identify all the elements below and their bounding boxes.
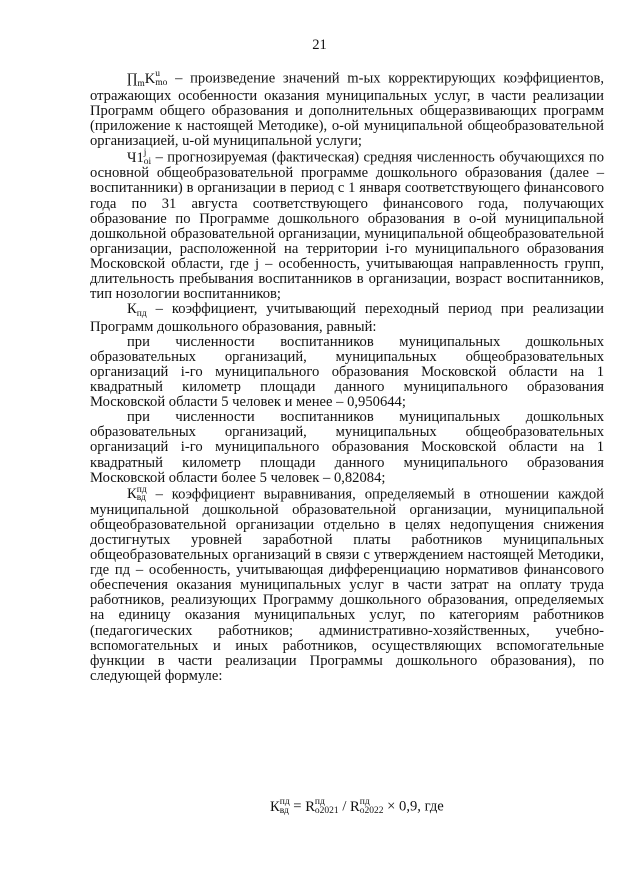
- paragraph-transition-coefficient: [90, 302, 604, 335]
- transition-coefficient-symbol: $К_{пд}$: [127, 301, 147, 320]
- paragraph-text: – прогнозируемая (фактическая) средняя численность обучающихся по основной общеобразовательной программе дошкольного образования (далее – воспитанники) в организации в период с 1 января соответствующего финансового года по 31 августа соответствующего финансового года, получающих образование по Программе дошкольного образования в o-ой муниципальной дошкольной образовательной организации, муниципальной общеобразовательной организации, расположенной на территории i-го муниципального образования Московской области, где j – особенность, учитывающая направленность групп, длительность пребывания воспитанников в организации, возраст воспитанников, тип нозологии воспитанников;: [90, 149, 604, 303]
- paragraph-density-high: при численности воспитанников муниципальных дошкольных образовательных организаций, муниципальных общеобразовательных организаций i-го муниципального образования Московской области на 1 квадратный километр площади данного муниципального образования Московской области более 5 человек – 0,82084;: [90, 409, 604, 486]
- paragraph-student-count: [90, 149, 604, 302]
- paragraph-product-coefficients: [90, 70, 604, 149]
- page-number: 21: [312, 37, 327, 53]
- alignment-coefficient-symbol: К пд вд: [127, 484, 147, 504]
- document-body: [90, 70, 604, 684]
- alignment-formula: К пд вд = R пд o2021 / R пд o2022 × 0,9, где: [270, 797, 444, 816]
- formula-lhs: К пд вд: [270, 797, 290, 816]
- product-coefficient-symbol: $\prod_mK$ u mo: [127, 69, 168, 89]
- paragraph-density-low: при численности воспитанников муниципальных дошкольных образовательных организаций, муниципальных общеобразовательных организаций i-го муниципального образования Московской области на 1 квадратный километр площади данного муниципального образования Московской области 5 человек и менее – 0,950644;: [90, 333, 604, 411]
- paragraph-text: – коэффициент, учитывающий переходный период при реализации Программ дошкольного образования, равный:: [90, 301, 604, 335]
- formula-r2022: R пд o2022: [350, 797, 384, 816]
- formula-tail: × 0,9, где: [383, 798, 444, 815]
- formula-r2021: R пд o2021: [305, 797, 339, 816]
- student-count-symbol: Ч1 j oi: [127, 148, 152, 167]
- paragraph-text: – коэффициент выравнивания, определяемый в отношении каждой муниципальной дошкольной образовательной организации, муниципальной общеобразовательной организации отдельно в целях недопущения снижения достигнутых уровней заработной платы работников муниципальных общеобразовательных организаций в связи с утверждением настоящей Методики, где пд – особенность, учитывающая дифференциацию нормативов финансового обеспечения оказания муниципальных услуг в части затрат на оплату труда работников, реализующих Программу дошкольного образования, определяемых на единицу оказания муниципальных услуг, по категориям работников (педагогических работников; административно-хозяйственных, учебно-вспомогательных и иных работников, осуществляющих вспомогательные функции в части реализации Программы дошкольного образования), по следующей формуле:: [90, 486, 604, 684]
- paragraph-alignment-coefficient: [90, 486, 604, 684]
- paragraph-text: – произведение значений m-ых корректирующих коэффициентов, отражающих особенности оказания муниципальных услуг, в части реализации Программ общего образования и дополнительных общеразвивающих программ (приложение к настоящей Методике), o-ой муниципальной общеобразовательной организацией, u-ой муниципальной услуги;: [90, 70, 604, 150]
